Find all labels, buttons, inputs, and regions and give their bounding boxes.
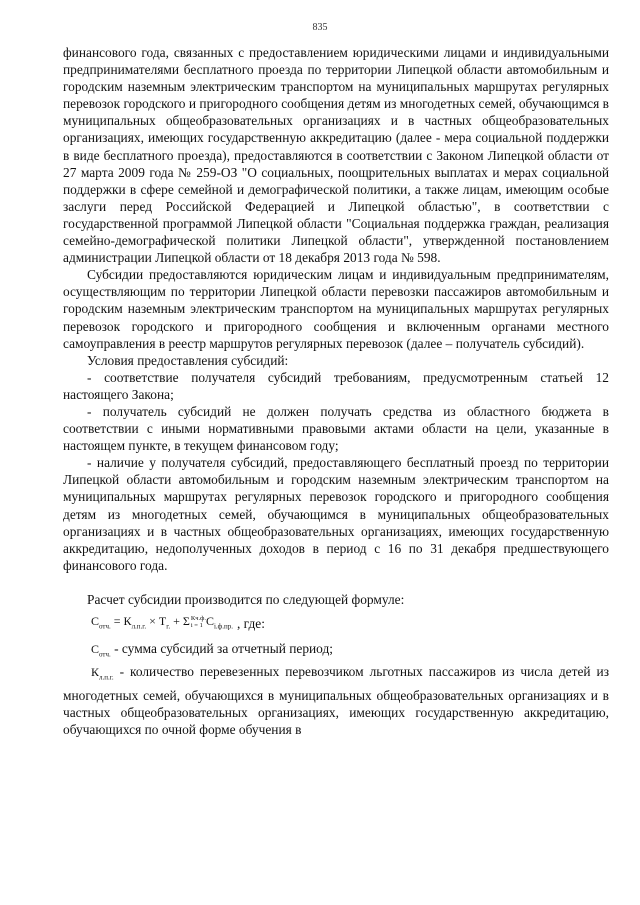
paragraph-formula-intro: Расчет субсидии производится по следующей формуле: — [87, 591, 405, 607]
formula-t-subscript: г. — [166, 622, 171, 631]
formula-equals: = — [110, 613, 124, 628]
formula-line — [63, 608, 609, 640]
formula-k-symbol: К — [123, 613, 132, 628]
paragraph-intro: финансового года, связанных с предоставлением юридическими лицами и индивидуальными предпринимателями бесплатного проезда по территории Липецкой области автомобильным и городским наземным электрическим транспортом на муниципальных маршрутах регулярных перевозок городского и пригородного сообщения детям из многодетных семей, обучающимся в муниципальных общеобразовательных организациях и в частных общеобразовательных организациях, имеющих государственную аккредитацию (далее - мера социальной поддержки в виде бесплатного проезда), предоставляются в соответствии с Законом Липецкой области от 27 марта 2009 года № 259-ОЗ "О социальных, поощрительных выплатах и мерах социальной поддержки в сфере семейной и демографической политики, а также лицам, имеющим особые заслуги перед Российской Федерацией и Липецкой областью", в соответствии с государственной программой Липецкой области "Социальная поддержка граждан, реализация семейно-демографической политики Липецкой области", утвержденной постановлением администрации Липецкой области от 18 декабря 2013 года № 598. — [63, 45, 609, 266]
formula-ci-subscript: i.ф.пр. — [213, 622, 233, 631]
definition-k — [63, 663, 609, 738]
document-body — [63, 44, 609, 738]
formula-ci-symbol: С — [205, 613, 214, 628]
paragraph-conditions-heading: Условия предоставления субсидий: — [87, 352, 289, 368]
paragraph-condition-1: - соответствие получателя субсидий требованиям, предусмотренным статьей 12 настоящего Закона; — [63, 369, 609, 402]
formula-sigma-limits — [191, 615, 206, 629]
formula-times: × — [146, 613, 159, 628]
formula-c-subscript: отч. — [99, 622, 111, 631]
formula-t-symbol: Т — [158, 613, 167, 628]
definition-k-text: - количество перевезенных перевозчиком льготных пассажиров из числа детей из многодетных семей, обучающихся в муниципальных общеобразовательных организациях и в частных общеобразовательных организациях, имеющих государственную аккредитацию, обучающихся по очной форме обучения в — [63, 664, 609, 738]
definition-c-subscript: отч. — [99, 650, 111, 659]
definition-c-symbol — [91, 642, 111, 659]
definition-k-symbol — [91, 665, 114, 682]
definition-k-base: К — [91, 665, 100, 680]
blank-line — [63, 574, 609, 591]
formula-sigma: Σ — [182, 613, 190, 628]
subsidy-formula — [91, 613, 233, 635]
formula-suffix: , где: — [236, 616, 265, 632]
definition-k-subscript: л.п.г. — [99, 673, 114, 682]
formula-c-symbol: С — [91, 613, 100, 628]
paragraph-condition-3: - наличие у получателя субсидий, предоставляющего бесплатный проезд по территории Липецкой области автомобильным и городским наземным электрическим транспортом на муниципальных маршрутах регулярных перевозок городского и пригородного сообщения детям из многодетных семей, обучающимся в муниципальных общеобразовательных организациях и в частных общеобразовательных организациях, имеющих государственную аккредитацию, недополученных доходов в период с 16 по 31 декабря предшествующего финансового года. — [63, 455, 609, 573]
definition-c — [63, 640, 609, 663]
definition-c-base: С — [91, 642, 100, 656]
formula-k-subscript: л.п.г. — [131, 622, 147, 631]
page-number: 835 — [312, 22, 328, 33]
formula-plus: + — [170, 613, 183, 628]
paragraph-condition-2: - получатель субсидий не должен получать средства из областного бюджета в соответствии с иными нормативными правовыми актами области на цели, указанные в настоящем пункте, в текущем финансовом году; — [63, 403, 609, 454]
paragraph-subsidies-recipients: Субсидии предоставляются юридическим лицам и индивидуальным предпринимателям, осуществляющим по территории Липецкой области перевозки пассажиров автомобильным и городским наземным электрическим транспортом на муниципальных маршрутах регулярных перевозок городского и пригородного сообщения и включенным органами местного самоуправления в реестр маршрутов регулярных перевозок (далее – получатель субсидий). — [63, 267, 609, 351]
formula-sigma-lower: i = 1 — [190, 622, 203, 629]
formula-sigma-upper: Кч.ф. — [190, 615, 206, 622]
definition-c-text: - сумма субсидий за отчетный период; — [110, 641, 334, 656]
